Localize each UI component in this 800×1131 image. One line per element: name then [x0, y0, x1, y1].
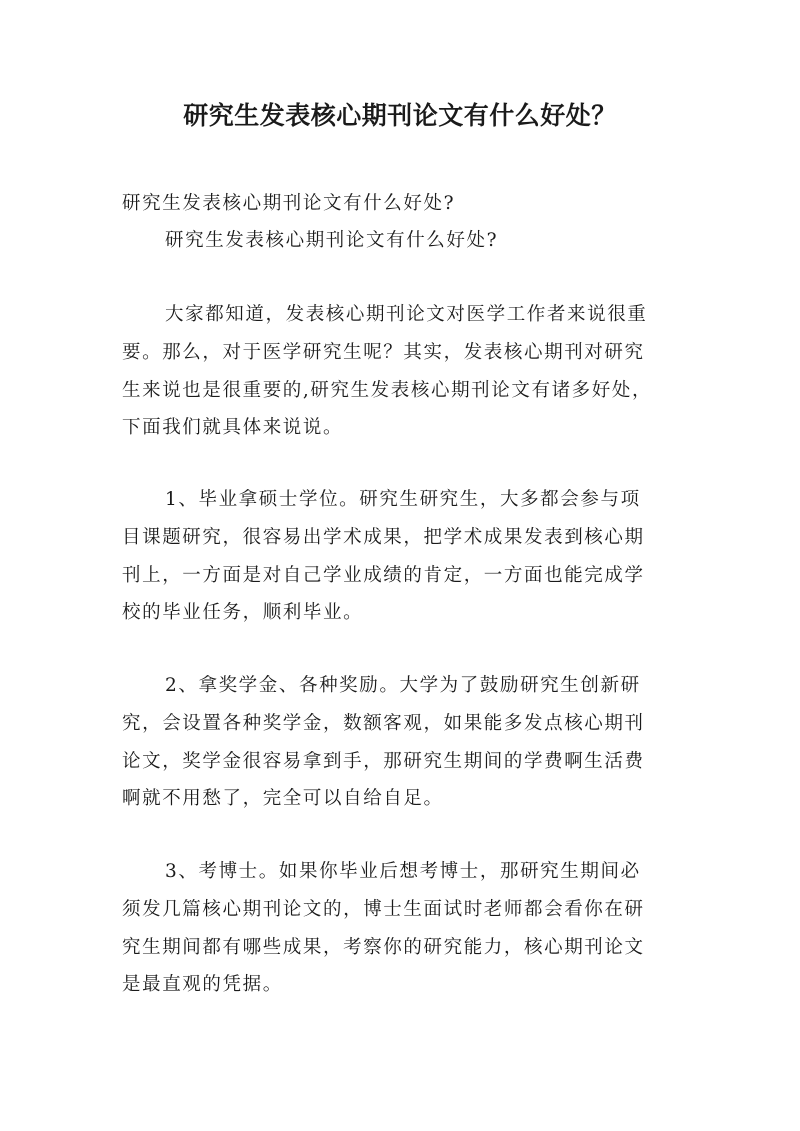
paragraph-line: 须发几篇核心期刊论文的，博士生面试时老师都会看你在研: [122, 898, 645, 920]
paragraph-line: 刊上，一方面是对自己学业成绩的肯定，一方面也能完成学: [122, 564, 645, 586]
subtitle-indented: 研究生发表核心期刊论文有什么好处?: [165, 230, 499, 251]
paragraph-line: 生来说也是很重要的,研究生发表核心期刊论文有诸多好处，: [122, 379, 653, 401]
paragraph-point-3: [122, 853, 688, 1004]
paragraph-line: 下面我们就具体来说说。: [122, 417, 344, 439]
paragraph-line: 究，会设置各种奖学金，数额客观，如果能多发点核心期刊: [122, 712, 645, 734]
paragraph-point-1: [122, 481, 688, 632]
paragraph-line: 大家都知道，发表核心期刊论文对医学工作者来说很重: [165, 304, 648, 325]
paragraph-line: 3、考博士。如果你毕业后想考博士，那研究生期间必: [165, 861, 641, 882]
paragraph-line: 究生期间都有哪些成果，考察你的研究能力，核心期刊论文: [122, 936, 645, 958]
subtitle: 研究生发表核心期刊论文有什么好处?: [122, 193, 456, 214]
paragraph-line: 啊就不用愁了，完全可以自给自足。: [122, 788, 444, 810]
paragraph-intro: [122, 296, 688, 447]
paragraph-point-2: [122, 667, 688, 818]
paragraph-line: 要。那么，对于医学研究生呢？其实，发表核心期刊对研究: [122, 341, 645, 363]
paragraph-line: 目课题研究，很容易出学术成果，把学术成果发表到核心期: [122, 526, 645, 548]
paragraph-line: 论文，奖学金很容易拿到手，那研究生期间的学费啊生活费: [122, 750, 645, 772]
page-title: 研究生发表核心期刊论文有什么好处？: [183, 101, 617, 130]
paragraph-line: 是最直观的凭据。: [122, 974, 283, 996]
paragraph-line: 2、拿奖学金、各种奖励。大学为了鼓励研究生创新研: [165, 675, 641, 696]
paragraph-line: 校的毕业任务，顺利毕业。: [122, 602, 364, 624]
paragraph-line: 1、毕业拿硕士学位。研究生研究生，大多都会参与项: [165, 489, 641, 510]
